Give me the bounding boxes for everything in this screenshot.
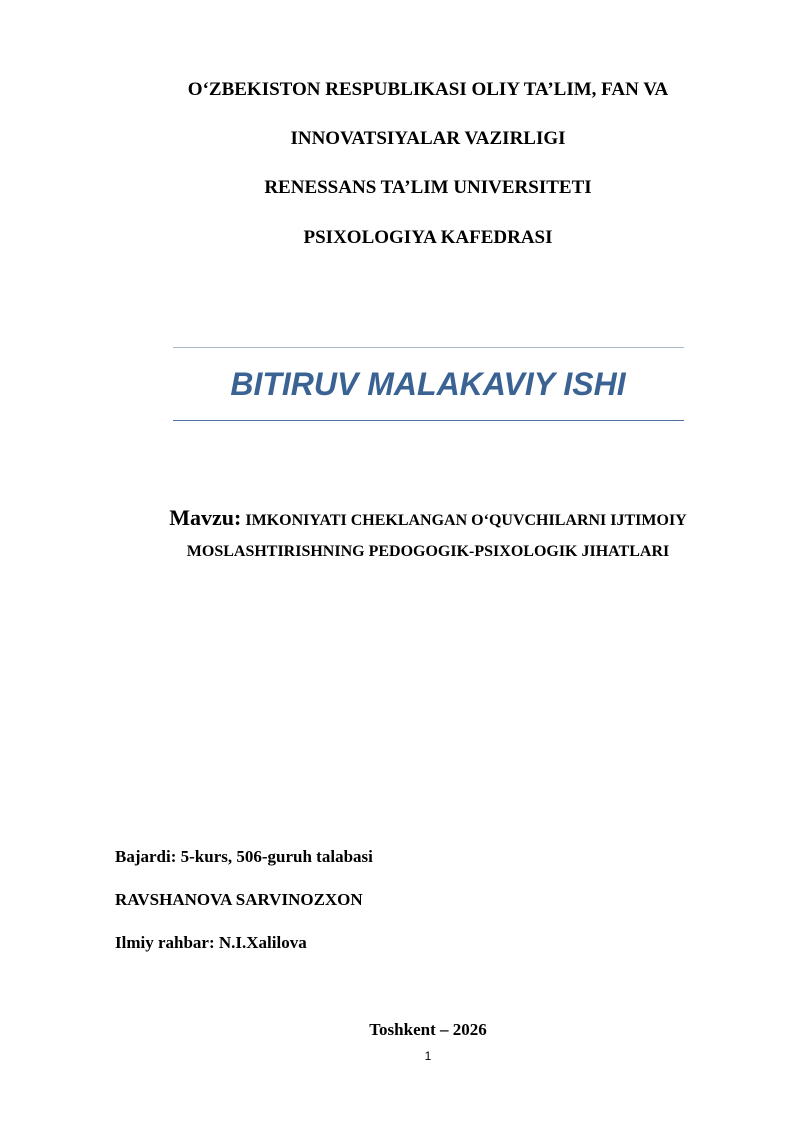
topic-text-line-1: IMKONIYATI CHEKLANGAN O‘QUVCHILARNI IJTIMOIY [245,512,687,529]
city-year: Toshkent – 2026 [369,1020,487,1039]
ministry-name-line-1: O‘ZBEKISTON RESPUBLIKASI OLIY TA’LIM, FAN VA [187,79,669,100]
topic-label: Mavzu: [169,505,242,530]
document-title: BITIRUV MALAKAVIY ISHI [230,366,626,402]
department-name: PSIXOLOGIYA KAFEDRASI [303,227,553,248]
title-bottom-divider [173,420,684,421]
university-name: RENESSANS TA’LIM UNIVERSITETI [264,177,592,198]
student-name: RAVSHANOVA SARVINOZXON [115,890,363,909]
page-number: 1 [424,1049,432,1063]
supervisor-info: Ilmiy rahbar: N.I.Xalilova [115,933,307,952]
ministry-name-line-2: INNOVATSIYALAR VAZIRLIGI [290,128,566,149]
performer-info: Bajardi: 5-kurs, 506-guruh talabasi [115,847,373,866]
topic-line-1 [0,505,800,531]
title-top-divider [173,347,684,348]
topic-text-line-2: MOSLASHTIRISHNING PEDOGOGIK-PSIXOLOGIK JIHATLARI [186,543,670,560]
